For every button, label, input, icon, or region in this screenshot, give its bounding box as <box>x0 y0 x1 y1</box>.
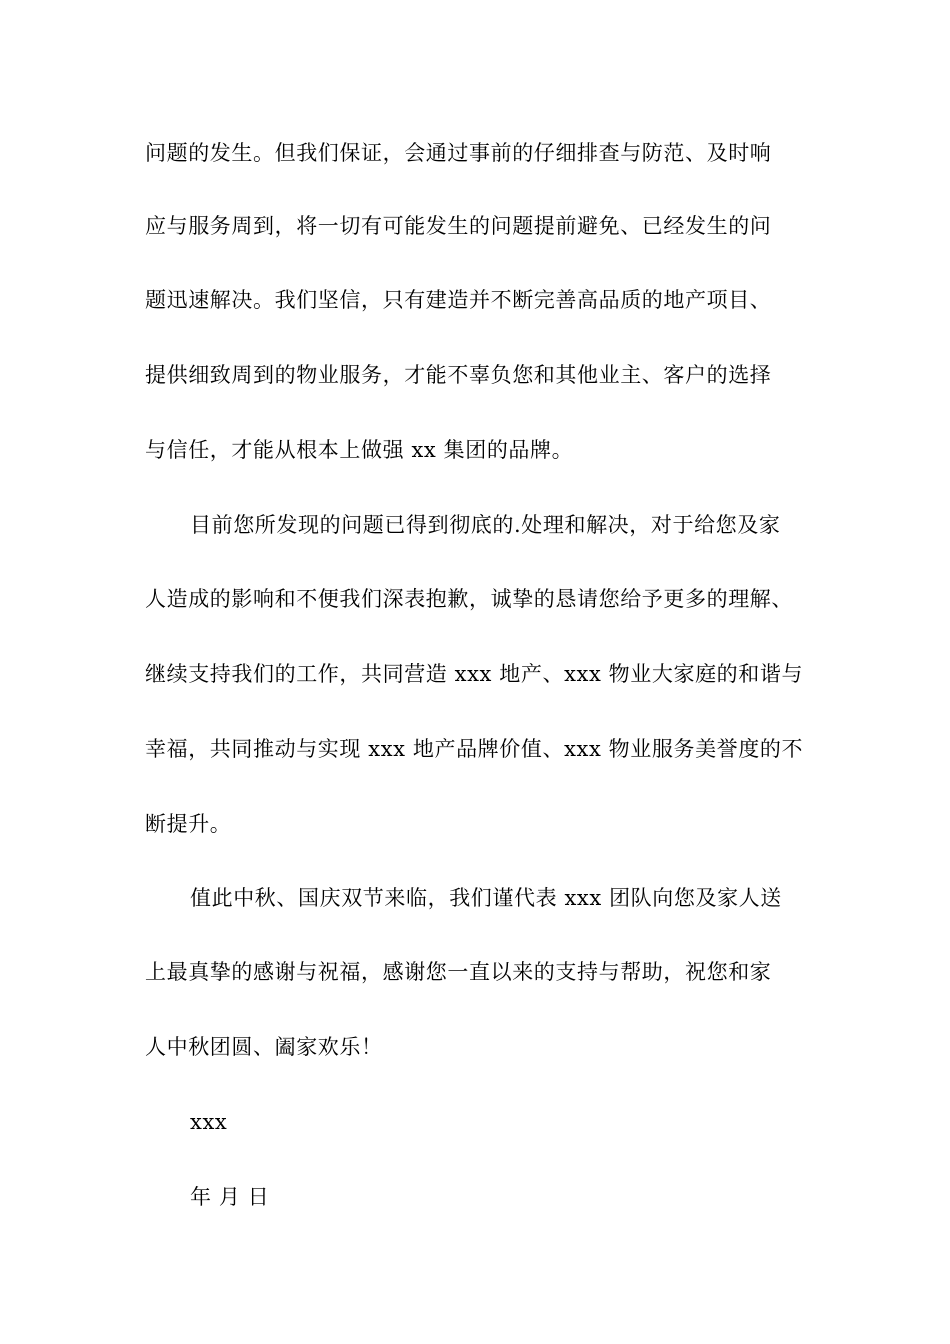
paragraph-line: 继续支持我们的工作，共同营造 xxx 地产、xxx 物业大家庭的和谐与 <box>145 662 804 686</box>
paragraph-line: 幸福，共同推动与实现 xxx 地产品牌价值、xxx 物业服务美誉度的不 <box>145 737 804 761</box>
paragraph-line: 断提升。 <box>145 812 232 836</box>
paragraph-line: 上最真挚的感谢与祝福，感谢您一直以来的支持与帮助，祝您和家 <box>145 960 772 984</box>
paragraph-line: 提供细致周到的物业服务，才能不辜负您和其他业主、客户的选择 <box>145 363 772 387</box>
paragraph-line: 人中秋团圆、阖家欢乐！ <box>145 1035 383 1059</box>
paragraph-line: 问题的发生。但我们保证，会通过事前的仔细排查与防范、及时响 <box>145 141 772 165</box>
paragraph-line: 目前您所发现的问题已得到彻底的.处理和解决，对于给您及家 <box>190 513 781 537</box>
paragraph-line: 与信任，才能从根本上做强 xx 集团的品牌。 <box>145 438 574 462</box>
paragraph-line: 应与服务周到，将一切有可能发生的问题提前避免、已经发生的问 <box>145 214 772 238</box>
signature: xxx <box>190 1110 228 1134</box>
paragraph-line: 题迅速解决。我们坚信，只有建造并不断完善高品质的地产项目、 <box>145 288 772 312</box>
paragraph-line: 值此中秋、国庆双节来临，我们谨代表 xxx 团队向您及家人送 <box>190 886 782 910</box>
paragraph-line: 人造成的影响和不便我们深表抱歉，诚挚的恳请您给予更多的理解、 <box>145 587 793 611</box>
date-line: 年 月 日 <box>190 1185 270 1209</box>
